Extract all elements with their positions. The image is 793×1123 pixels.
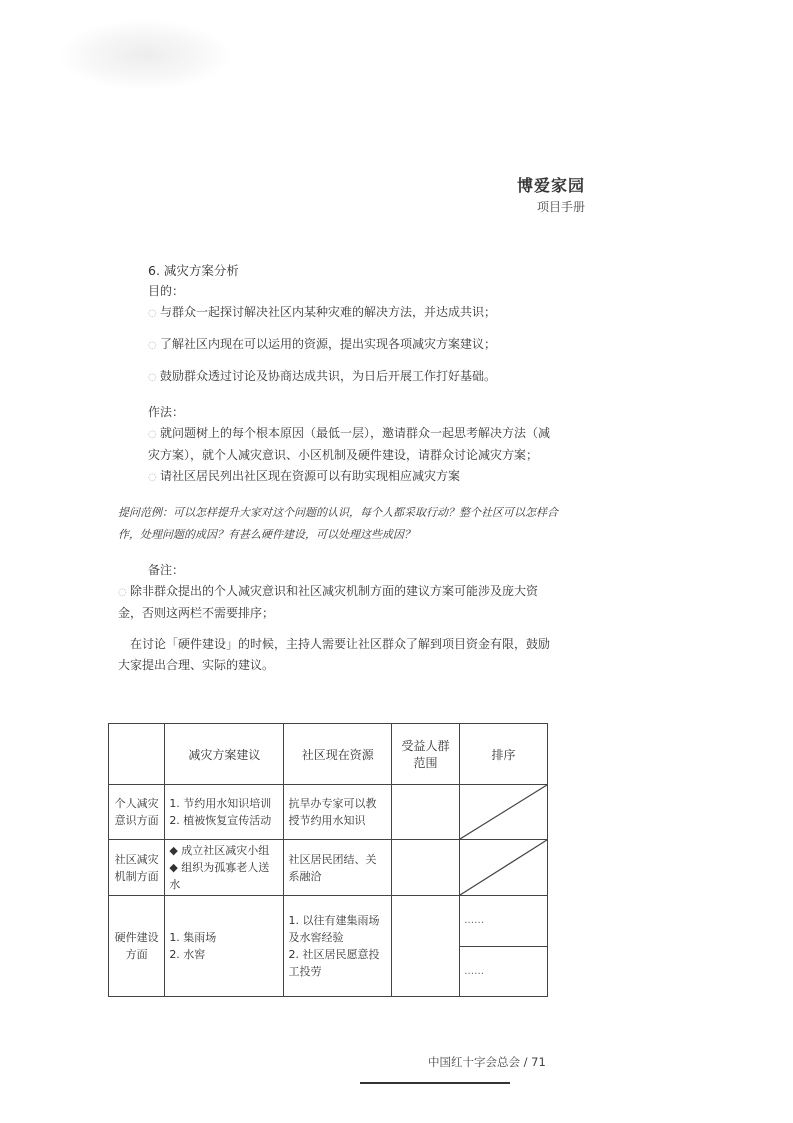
section-title: 6. 减灾方案分析 [148,263,239,278]
beneficiaries-cell [392,785,460,840]
note-label: 备注： [148,563,185,577]
header-title: 博爱家园 [516,176,585,195]
resources-cell: 抗旱办专家可以教授节约用水知识 [284,785,392,840]
note-item-text: 除非群众提出的个人减灾意识和社区减灾机制方面的建议方案可能涉及庞大资金，否则这两栏不需要排序； [118,584,539,620]
diagonal-line [460,840,547,895]
rank-cell: …… [460,896,548,947]
resource-item: 2. 社区居民愿意投工投劳 [288,948,380,978]
row-label: 个人减灾意识方面 [109,785,165,840]
suggestion-item: 1. 节约用水知识培训 [169,797,272,810]
table-row [109,896,548,947]
purpose-item [148,334,558,356]
suggestion-cell [165,896,284,997]
beneficiaries-cell [392,840,460,896]
bottom-rule [360,1082,510,1084]
resources-cell: 社区居民团结、关系融洽 [284,840,392,896]
scan-blot [60,20,230,90]
example-questions: 提问范例：可以怎样提升大家对这个问题的认识，每个人都采取行动？整个社区可以怎样合作，处理问题的成因？有甚么硬件建设，可以处理这些成因？ [118,506,558,541]
page-header [517,173,585,215]
suggestion-item: ◆ 成立社区减灾小组 [169,844,270,857]
diagonal-line [460,785,547,839]
resources-cell [284,896,392,997]
bullet-icon: ◌ [148,372,157,383]
method-item [148,423,558,466]
suggestion-item: 2. 水窖 [169,948,206,961]
table-header-row [109,724,548,785]
beneficiaries-cell [392,896,460,997]
note-item-text: 在讨论「硬件建设」的时候，主持人需要让社区群众了解到项目资金有限，鼓励大家提出合理、实际的建议。 [118,637,551,672]
page-footer: 中国红十字会总会 / 71 [428,1055,546,1069]
suggestion-item: ◆ 组织为孤寡老人送水 [169,861,270,891]
method-item-text: 就问题树上的每个根本原因（最低一层），邀请群众一起思考解决方法（减灾方案），就个人减灾意识、小区机制及硬件建设，请群众讨论减灾方案； [148,426,551,462]
header-subtitle: 项目手册 [536,200,585,214]
table-header-resources: 社区现在资源 [284,724,392,785]
purpose-item-text: 了解社区内现在可以运用的资源，提出实现各项减灾方案建议； [160,337,497,351]
note-item [118,581,558,624]
bullet-icon: ◌ [148,308,157,319]
disaster-reduction-table [108,723,548,997]
row-label: 硬件建设方面 [109,896,165,997]
bullet-icon: ◌ [148,472,157,483]
purpose-item-text: 鼓励群众透过讨论及协商达成共识，为日后开展工作打好基础。 [160,369,497,383]
method-label: 作法： [148,405,185,419]
method-item-text: 请社区居民列出社区现在资源可以有助实现相应减灾方案 [160,469,461,483]
rank-cell-crossed [460,840,548,896]
method-item [148,466,558,488]
purpose-item [148,302,558,324]
suggestion-cell [165,840,284,896]
table-header-beneficiaries: 受益人群范围 [392,724,460,785]
table-row [109,785,548,840]
suggestion-item: 2. 植被恢复宣传活动 [169,814,272,827]
resource-item: 1. 以往有建集雨场及水窖经验 [288,914,380,944]
note-item [118,634,558,676]
suggestion-item: 1. 集雨场 [169,931,217,944]
bullet-icon: ◌ [148,340,157,351]
table-header-rank: 排序 [460,724,548,785]
page-content [118,260,558,676]
rank-cell-crossed [460,785,548,840]
rank-cell: …… [460,946,548,997]
purpose-label: 目的： [148,284,185,298]
suggestion-cell [165,785,284,840]
purpose-item-text: 与群众一起探讨解决社区内某种灾难的解决方法，并达成共识； [160,305,497,319]
purpose-item [148,366,558,388]
table-header-empty [109,724,165,785]
table-row [109,840,548,896]
bullet-icon: ◌ [118,587,127,598]
row-label: 社区减灾机制方面 [109,840,165,896]
bullet-icon: ◌ [148,429,157,440]
table-header-suggestion: 减灾方案建议 [165,724,284,785]
